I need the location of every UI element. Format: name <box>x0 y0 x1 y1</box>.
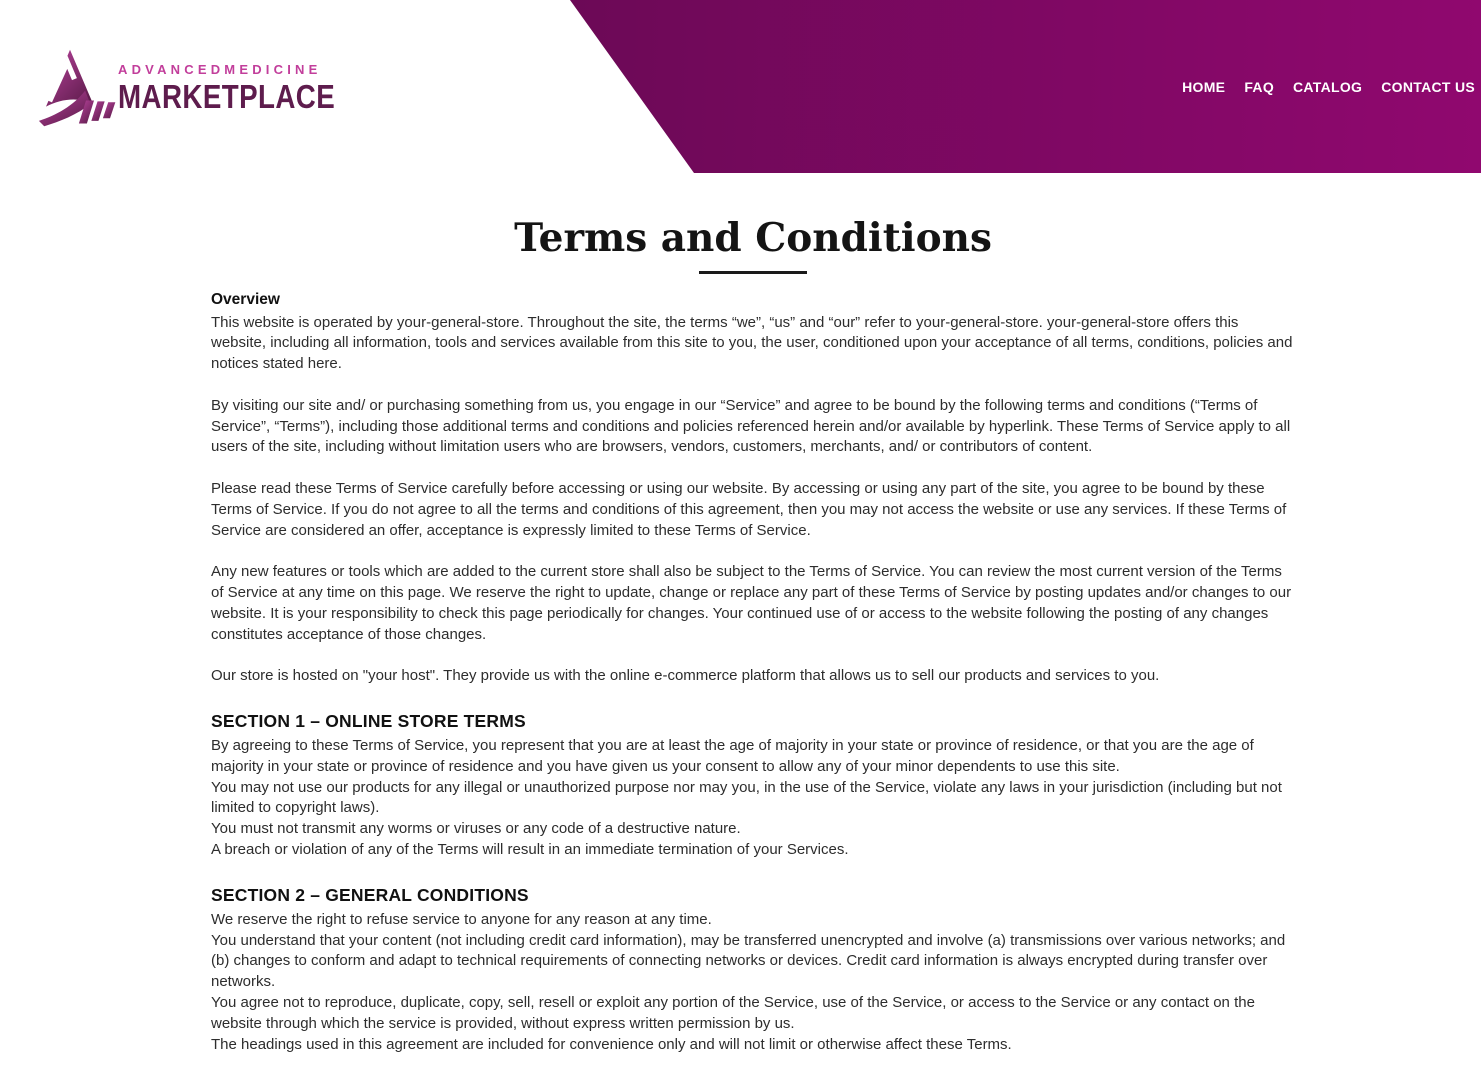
paragraph: You must not transmit any worms or viruses or any code of a destructive nature. <box>211 820 741 838</box>
paragraph: You may not use our products for any illegal or unauthorized purpose nor may you, in the use of the Service, violate any laws in your jurisdiction (including but not limited to copyright laws). <box>211 778 1282 817</box>
paragraph: The headings used in this agreement are included for convenience only and will not limit or otherwise affect these Terms. <box>211 1035 1012 1053</box>
paragraph: By visiting our site and/ or purchasing something from us, you engage in our “Service” and agree to be bound by the following terms and conditions (“Terms of Service”, “Terms”), including those additional terms and conditions and policies referenced herein and/or available by hyperlink. These Terms of Service apply to all users of the site, including without limitation users who are browsers, vendors, customers, merchants, and/ or contributors of content. <box>211 396 1291 456</box>
terms-content <box>211 292 1295 1056</box>
paragraph: By agreeing to these Terms of Service, you represent that you are at least the age of majority in your state or province of residence, or that you are the age of majority in your state or province of residence and you have given us your consent to allow any of your minor dependents to use this site. <box>211 737 1254 775</box>
brand-wordmark <box>118 46 377 113</box>
paragraph: A breach or violation of any of the Terms will result in an immediate termination of your Services. <box>211 841 849 858</box>
terms-section <box>211 884 1295 1056</box>
nav-link-faq[interactable]: FAQ <box>1244 78 1275 95</box>
brand-name-top: ADVANCEDMEDICINE <box>118 62 322 77</box>
terms-section <box>211 710 1295 861</box>
paragraph: Please read these Terms of Service carefully before accessing or using our website. By accessing or using any part of the site, you agree to be bound by these Terms of Service. If you do not agree to all the terms and conditions of this agreement, then you may not access the website or use any services. If these Terms of Service are considered an offer, acceptance is expressly limited to these Terms of Service. <box>211 480 1287 539</box>
section-heading: SECTION 1 – ONLINE STORE TERMS <box>211 711 526 732</box>
paragraph: We reserve the right to refuse service to anyone for any reason at any time. <box>211 910 712 928</box>
nav-link-home[interactable]: HOME <box>1182 78 1226 95</box>
section-heading: SECTION 2 – GENERAL CONDITIONS <box>211 884 529 905</box>
paragraph: You agree not to reproduce, duplicate, copy, sell, resell or exploit any portion of the Service, use of the Service, or access to the Service or any contact on the website through which the service is provided, without express written permission by us. <box>211 993 1255 1032</box>
terms-section <box>211 292 1295 687</box>
title-underline <box>699 271 807 274</box>
paragraph: Any new features or tools which are added to the current store shall also be subject to the Terms of Service. You can review the most current version of the Terms of Service at any time on this page. We reserve the right to update, change or replace any part of these Terms of Service by posting updates and/or changes to our website. It is your responsibility to check this page periodically for changes. Your continued use of or access to the website following the posting of any changes constitutes acceptance of those changes. <box>211 563 1292 643</box>
paragraph: You understand that your content (not including credit card information), may be transferred unencrypted and involve (a) transmissions over various networks; and (b) changes to conform and adapt to technical requirements of connecting networks or devices. Credit card information is always encrypted during transfer over networks. <box>211 931 1286 991</box>
nav-link-catalog[interactable]: CATALOG <box>1293 78 1363 95</box>
section-heading: Overview <box>211 290 280 308</box>
terms-page <box>211 173 1295 1055</box>
main-nav <box>1182 0 1475 173</box>
paragraph: Our store is hosted on "your host". They provide us with the online e-commerce platform that allows us to sell our products and services to you. <box>211 667 1160 685</box>
site-header <box>0 0 1481 173</box>
brand-logo[interactable] <box>38 46 377 130</box>
nav-link-contact-us[interactable]: CONTACT US <box>1381 78 1475 95</box>
paragraph: This website is operated by your-general-store. Throughout the site, the terms “we”, “us” and “our” refer to your-general-store. your-general-store offers this website, including all information, tools and services available from this site to you, the user, conditioned upon your acceptance of all terms, conditions, policies and notices stated here. <box>211 313 1293 373</box>
page-title: Terms and Conditions <box>514 215 992 261</box>
brand-name-bottom: MARKETPLACE <box>118 78 336 115</box>
brand-logo-icon <box>38 46 118 130</box>
